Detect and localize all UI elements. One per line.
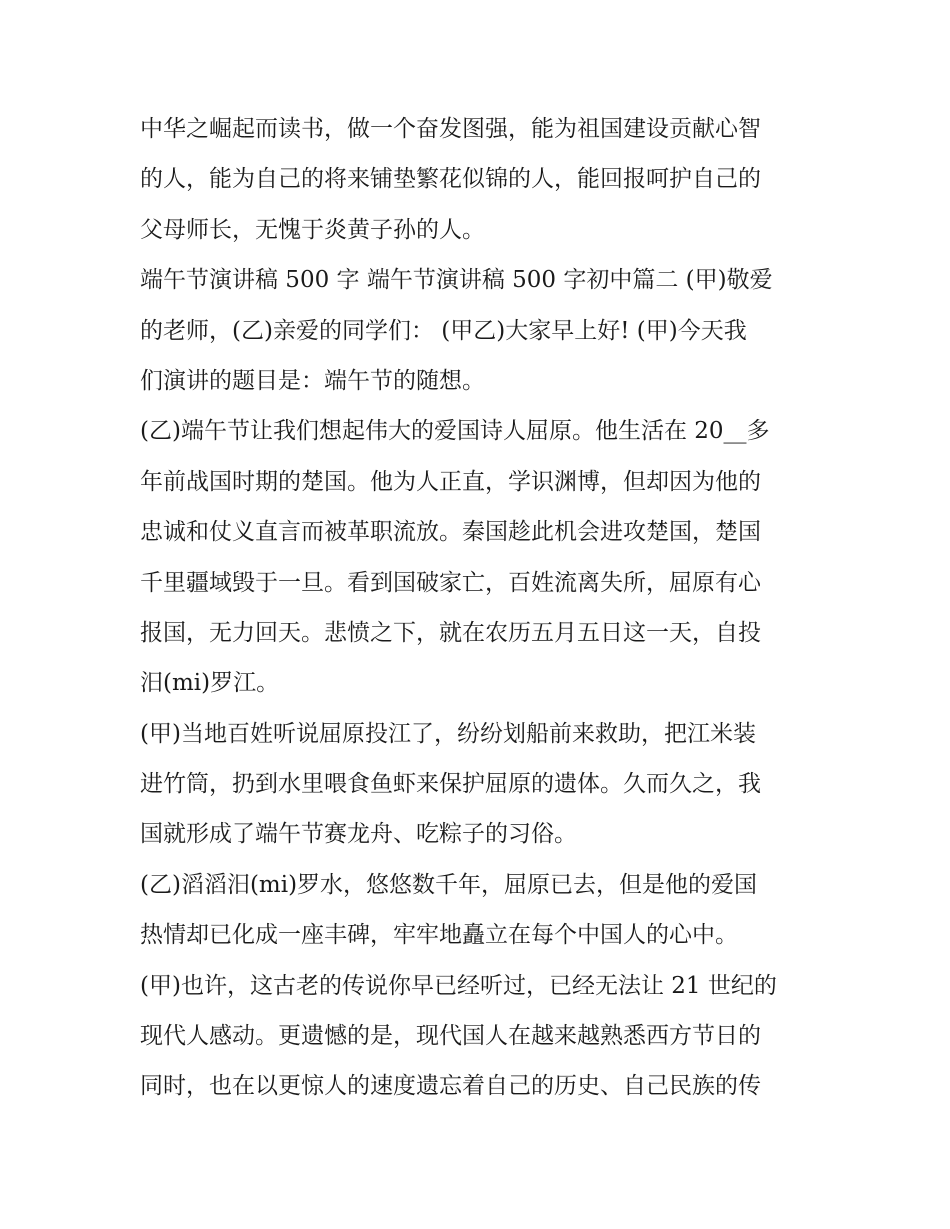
text-line: 忠诚和仗义直言而被革职流放。秦国趁此机会进攻楚国，楚国 — [140, 519, 761, 546]
document-body — [140, 104, 815, 1112]
text-line: (乙)端午节让我们想起伟大的爱国诗人屈原。他生活在 20__多 — [140, 418, 770, 445]
text-line: 国就形成了端午节赛龙舟、吃粽子的习俗。 — [140, 821, 577, 848]
text-line: 们演讲的题目是：端午节的随想。 — [140, 367, 485, 394]
text-line: (甲)也许，这古老的传说你早已经听过，已经无法让 21 世纪的 — [140, 972, 777, 999]
text-line: 父母师长，无愧于炎黄子孙的人。 — [140, 216, 485, 243]
text-line: 千里疆域毁于一旦。看到国破家亡，百姓流离失所，屈原有心 — [140, 569, 761, 596]
text-line: 报国，无力回天。悲愤之下，就在农历五月五日这一天，自投 — [140, 619, 761, 646]
text-line: (乙)滔滔汨(mi)罗水，悠悠数千年，屈原已去，但是他的爱国 — [140, 871, 758, 898]
text-line: 的人，能为自己的将来铺垫繁花似锦的人，能回报呵护自己的 — [140, 166, 761, 193]
text-line: 端午节演讲稿 500 字 端午节演讲稿 500 字初中篇二 (甲)敬爱 — [140, 267, 773, 294]
text-line: 汨(mi)罗江。 — [140, 670, 280, 697]
text-line: 进竹筒，扔到水里喂食鱼虾来保护屈原的遗体。久而久之，我 — [140, 771, 761, 798]
text-line: 现代人感动。更遗憾的是，现代国人在越来越熟悉西方节日的 — [140, 1023, 761, 1050]
text-line: 中华之崛起而读书，做一个奋发图强，能为祖国建设贡献心智 — [140, 116, 761, 142]
text-line: 热情却已化成一座丰碑，牢牢地矗立在每个中国人的心中。 — [140, 922, 738, 949]
text-line: (甲)当地百姓听说屈原投江了，纷纷划船前来救助，把江米装 — [140, 720, 756, 747]
text-line: 同时，也在以更惊人的速度遗忘着自己的历史、自己民族的传 — [140, 1073, 761, 1100]
text-line: 的老师，(乙)亲爱的同学们： (甲乙)大家早上好! (甲)今天我 — [140, 317, 747, 344]
text-line: 年前战国时期的楚国。他为人正直，学识渊博，但却因为他的 — [140, 468, 761, 495]
